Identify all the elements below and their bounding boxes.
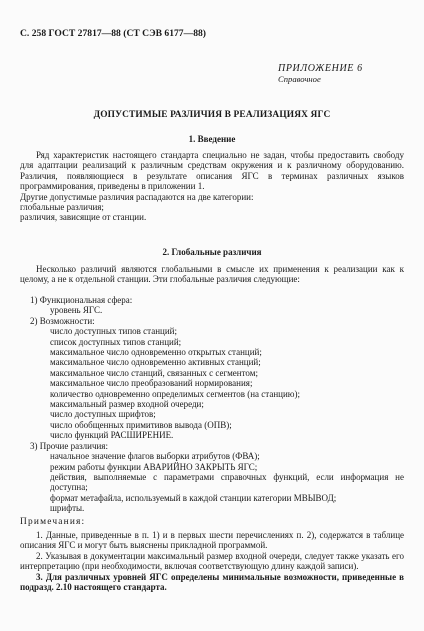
list-item: шрифты.: [50, 503, 85, 514]
list-item: действия, выполняемые с параметрами справочных функций, если информация не доступна;: [50, 471, 404, 493]
note-item: 1. Данные, приведенные в п. 1) и в первых шести перечислениях п. 2), содержатся в таблице описания ЯГС и могут быть выяснены прикладной программой.: [20, 530, 404, 551]
list-item: режим работы функции АВАРИЙНО ЗАКРЫТЬ ЯГС;: [50, 461, 258, 472]
list-item: формат метафайла, используемый в каждой станции категории МВЫВОД;: [50, 492, 337, 503]
notes-title: Примечания:: [20, 517, 86, 527]
list-item: число обобщенных примитивов вывода (ОПВ);: [50, 419, 232, 430]
list-item: число функций РАСШИРЕНИЕ.: [50, 430, 174, 441]
section-heading-intro: 1. Введение: [188, 134, 236, 144]
list-item: список доступных типов станций;: [50, 336, 182, 347]
page-title: ДОПУСТИМЫЕ РАЗЛИЧИЯ В РЕАЛИЗАЦИЯХ ЯГС: [93, 110, 331, 120]
notes-list: [20, 530, 404, 592]
intro-section: [20, 150, 404, 223]
intro-categories-line: Другие допустимые различия распадаются на две категории:: [20, 191, 254, 202]
appendix-note: Справочное: [278, 74, 321, 84]
note-item: 2. Указывая в документации максимальный размер входной очереди, следует также указать его интерпретацию (при необходимости, включая соответствующую длину каждой записи).: [20, 550, 404, 572]
intro-category-2: различия, зависящие от станции.: [20, 212, 147, 223]
list-item: максимальное число станций, связанных с сегментом;: [50, 367, 258, 378]
global-intro: [20, 264, 404, 285]
list-item: максимальный размер входной очереди;: [50, 399, 204, 410]
global-differences-list: [20, 295, 404, 514]
list-item: число доступных шрифтов;: [50, 409, 156, 420]
list-item: максимальное число преобразований нормирования;: [50, 378, 253, 389]
list-item: начальное значение флагов выборки атрибутов (ФВА);: [50, 451, 260, 462]
list-item: количество одновременно определимых сегментов (на станцию);: [50, 388, 300, 399]
list-item: 2) Возможности:: [30, 315, 95, 326]
list-item: 1) Функциональная сфера:: [30, 295, 133, 305]
intro-paragraph: Ряд характеристик настоящего стандарта специально не задан, чтобы предоставить свободу для адаптации реализаций к различным средствам окружения и к различному оборудованию. Различия, появляющиеся в результате описания ЯГС в терминах различных языков программирования, приведены в приложении 1.: [20, 150, 404, 192]
list-item: максимальное число одновременно активных станций;: [50, 357, 261, 368]
appendix-number: ПРИЛОЖЕНИЕ 6: [278, 63, 363, 74]
global-paragraph: Несколько различий являются глобальными в смысле их применения к реализации как к целому, а не к отдельной станции. Эти глобальные различия следующие:: [20, 264, 404, 285]
list-item: максимальное число одновременно открытых станций;: [50, 347, 262, 358]
list-item: число доступных типов станций;: [50, 326, 177, 337]
list-item: 3) Прочие различия:: [30, 440, 108, 451]
list-item: уровень ЯГС.: [50, 305, 103, 316]
appendix-label: [272, 63, 392, 85]
section-heading-global: 2. Глобальные различия: [162, 247, 262, 257]
intro-category-1: глобальные различия;: [20, 202, 104, 213]
note-item: 3. Для различных уровней ЯГС определены минимальные возможности, приведенные в подразд. 2.10 настоящего стандарта.: [20, 571, 404, 593]
page-header: С. 258 ГОСТ 27817—88 (СТ СЭВ 6177—88): [20, 28, 206, 39]
